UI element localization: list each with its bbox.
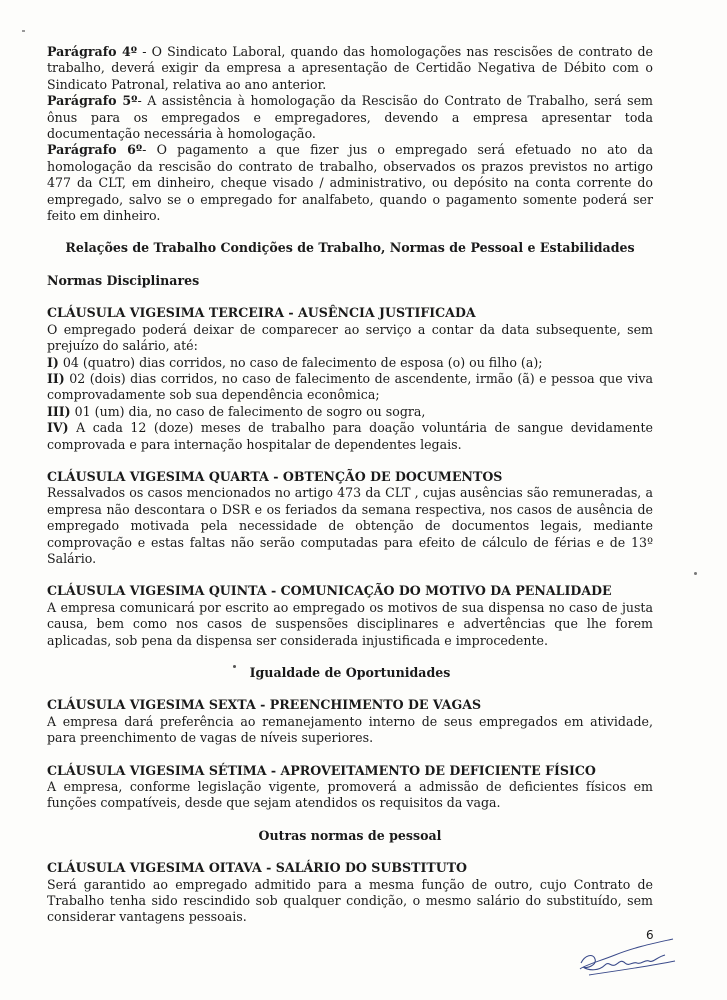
page-number: 6 <box>646 928 654 942</box>
section-heading-relacoes: Relações de Trabalho Condições de Trabalho, Normas de Pessoal e Estabilidades <box>65 240 635 256</box>
clausula-23-item <box>47 371 653 404</box>
item-number: I) <box>47 354 59 370</box>
item-number: III) <box>47 403 71 419</box>
clausula-25-text: A empresa comunicará por escrito ao empregado os motivos de sua dispensa no caso de justa causa, bem como nos casos de suspensões disciplinares e advertências que lhe forem aplicadas, sob pena da dispensa ser considerada injustificada e improcedente. <box>47 599 653 648</box>
clausula-27-text: A empresa, conforme legislação vigente, promoverá a admissão de deficientes físicos em funções compatíveis, desde que sejam atendidos os requisitos da vaga. <box>47 779 653 811</box>
subsection-heading-normas: Normas Disciplinares <box>47 272 200 288</box>
item-text: 02 (dois) dias corridos, no caso de falecimento de ascendente, irmão (ã) e pessoa que viva comprovadamente sob sua dependência econômica; <box>47 370 653 403</box>
paragrafo-label: Parágrafo 5º <box>47 93 138 109</box>
paragrafo-label: Parágrafo 6º <box>47 142 143 158</box>
clausula-23-item <box>47 420 653 453</box>
item-number: IV) <box>47 420 69 436</box>
paragrafo-6 <box>47 142 653 224</box>
clausula-23-item <box>47 404 653 420</box>
paragrafo-4 <box>47 44 653 93</box>
clausula-23-item <box>47 355 653 371</box>
scan-speck <box>22 30 25 32</box>
item-text: 01 (um) dia, no caso de falecimento de sogro ou sogra, <box>70 403 426 419</box>
clausula-23-title: CLÁUSULA VIGESIMA TERCEIRA - AUSÊNCIA JUSTIFICADA <box>47 305 476 321</box>
item-number: II) <box>47 370 65 386</box>
paragrafo-label: Parágrafo 4º <box>47 44 138 59</box>
item-text: A cada 12 (doze) meses de trabalho para doação voluntária de sangue devidamente comprovada e para internação hospitalar de dependentes legais. <box>47 420 653 452</box>
clausula-26-text: A empresa dará preferência ao remanejamento interno de seus empregados em atividade, para preenchimento de vagas de níveis superiores. <box>47 713 653 746</box>
paragrafo-5 <box>47 93 653 142</box>
clausula-27-title: CLÁUSULA VIGESIMA SÉTIMA - APROVEITAMENTO DE DEFICIENTE FÍSICO <box>47 762 596 778</box>
clausula-23-intro: O empregado poderá deixar de comparecer ao serviço a contar da data subsequente, sem prejuízo do salário, até: <box>47 321 653 354</box>
clausula-28-text: Será garantido ao empregado admitido para a mesma função de outro, cujo Contrato de Trabalho tenha sido rescindido sob qualquer condição, o mesmo salário do substituído, sem considerar vantagens pessoais. <box>47 876 653 925</box>
section-heading-outras: Outras normas de pessoal <box>258 827 442 843</box>
clausula-25-title: CLÁUSULA VIGESIMA QUINTA - COMUNICAÇÃO DO MOTIVO DA PENALIDADE <box>47 583 612 599</box>
document-page <box>47 44 653 926</box>
clausula-24-title: CLÁUSULA VIGESIMA QUARTA - OBTENÇÃO DE DOCUMENTOS <box>47 468 503 484</box>
clausula-28-title: CLÁUSULA VIGESIMA OITAVA - SALÁRIO DO SUBSTITUTO <box>47 860 468 876</box>
paragrafo-text: - O pagamento a que fizer jus o empregado será efetuado no ato da homologação da rescisão do contrato de trabalho, observados os prazos previstos no artigo 477 da CLT, em dinheiro, cheque visado / administrativo, ou depósito na conta corrente do empregado, salvo se o empregado for analfabeto, quando o pagamento somente poderá ser feito em dinheiro. <box>47 142 653 224</box>
clausula-26-title: CLÁUSULA VIGESIMA SEXTA - PREENCHIMENTO DE VAGAS <box>47 697 482 713</box>
item-text: 04 (quatro) dias corridos, no caso de falecimento de esposa (o) ou filho (a); <box>58 354 543 370</box>
clausula-24-text: Ressalvados os casos mencionados no artigo 473 da CLT , cujas ausências são remuneradas, a empresa não descontara o DSR e os feriados da semana respectiva, nos casos de ausência de empregado motivada pela necessidade de obtenção de documentos legais, mediante comprovação e estas faltas não serão computadas para efeito de cálculo de férias e de 13º Salário. <box>47 485 653 566</box>
scan-speck <box>694 572 697 575</box>
section-heading-igualdade: Igualdade de Oportunidades <box>249 665 451 680</box>
handwritten-signature <box>575 925 685 985</box>
paragrafo-text: - A assistência à homologação da Rescisão do Contrato de Trabalho, será sem ônus para os empregados e empregadores, devendo a empresa apresentar toda documentação necessária à homologação. <box>47 93 653 142</box>
paragrafo-text: - O Sindicato Laboral, quando das homologações nas rescisões de contrato de trabalho, deverá exigir da empresa a apresentação de Certidão Negativa de Débito com o Sindicato Patronal, relativa ao ano anterior. <box>47 44 653 92</box>
